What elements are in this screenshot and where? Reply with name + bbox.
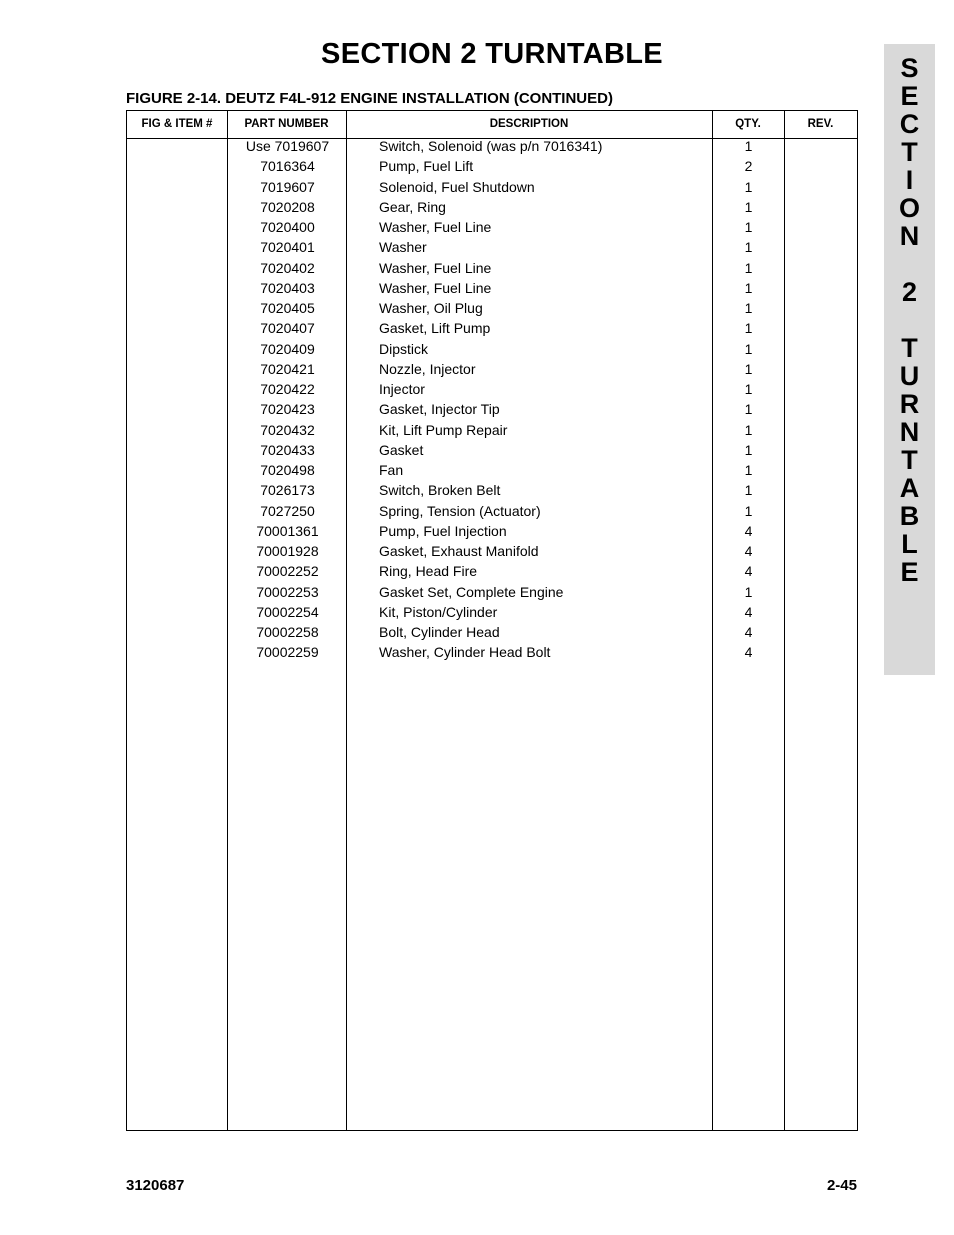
qty-cell: 1 [744, 320, 753, 337]
part-number-cell: 70002259 [256, 644, 319, 661]
table-row [127, 341, 857, 361]
qty-cell: 4 [744, 644, 753, 661]
description-cell: Washer, Fuel Line [379, 259, 492, 276]
table-row [127, 584, 857, 604]
qty-cell: 1 [744, 441, 753, 458]
description-cell: Kit, Piston/Cylinder [379, 603, 498, 620]
description-cell: Gasket, Lift Pump [379, 320, 491, 337]
qty-cell: 1 [744, 259, 753, 276]
section-tab-label [884, 54, 935, 586]
part-number-cell: 7020400 [260, 219, 315, 235]
qty-cell: 2 [744, 158, 753, 175]
part-number-cell: 70002252 [256, 563, 319, 580]
description-cell: Washer [379, 239, 427, 256]
qty-cell: 4 [744, 543, 753, 559]
part-number-cell: 7020409 [260, 340, 315, 357]
table-row [127, 523, 857, 543]
part-number-cell: 70001928 [256, 543, 319, 559]
description-cell: Washer, Oil Plug [379, 300, 483, 316]
section-tab-letter: T [901, 333, 918, 363]
table-row [127, 401, 857, 421]
table-row [127, 138, 857, 158]
description-cell: Washer, Cylinder Head Bolt [379, 644, 551, 661]
qty-cell: 1 [744, 198, 753, 215]
qty-cell: 4 [744, 563, 753, 580]
description-cell: Pump, Fuel Lift [379, 158, 474, 175]
parts-table [126, 110, 858, 1131]
table-row [127, 320, 857, 340]
section-title: SECTION 2 TURNTABLE [321, 38, 663, 70]
header-qty: QTY. [735, 118, 761, 130]
table-row [127, 442, 857, 462]
description-cell: Nozzle, Injector [379, 360, 476, 377]
part-number-cell: 7020401 [260, 239, 315, 256]
section-tab-letter: C [899, 109, 920, 139]
part-number-cell: 70002253 [256, 583, 319, 600]
description-cell: Gasket, Injector Tip [379, 401, 500, 418]
header-description: DESCRIPTION [489, 118, 569, 130]
description-cell: Ring, Head Fire [379, 563, 478, 580]
document-number: 3120687 [126, 1177, 185, 1194]
part-number-cell: 70001361 [256, 522, 319, 539]
description-cell: Pump, Fuel Injection [379, 522, 507, 539]
table-row [127, 422, 857, 442]
part-number-cell: 7020403 [260, 279, 315, 296]
qty-cell: 1 [744, 421, 753, 438]
qty-cell: 1 [744, 219, 753, 235]
table-row [127, 644, 857, 664]
part-number-cell: 7020421 [260, 360, 315, 377]
description-cell: Injector [379, 381, 425, 397]
table-row [127, 239, 857, 259]
description-cell: Spring, Tension (Actuator) [379, 502, 541, 519]
part-number-cell: 7020402 [260, 259, 315, 276]
table-row [127, 260, 857, 280]
description-cell: Gear, Ring [379, 198, 446, 215]
table-row [127, 604, 857, 624]
table-row [127, 158, 857, 178]
table-header [127, 111, 857, 139]
table-row [127, 179, 857, 199]
description-cell: Switch, Broken Belt [379, 482, 501, 499]
qty-cell: 1 [744, 360, 753, 377]
section-tab-letter: E [900, 81, 919, 111]
part-number-cell: 7020208 [260, 198, 315, 215]
table-row [127, 503, 857, 523]
section-tab-letter: T [901, 137, 918, 167]
header-fig-item: FIG & ITEM # [141, 118, 213, 130]
description-cell: Bolt, Cylinder Head [379, 624, 500, 640]
qty-cell: 1 [744, 239, 753, 256]
section-tab-letter: R [899, 389, 920, 419]
qty-cell: 1 [744, 502, 753, 519]
qty-cell: 1 [744, 583, 753, 600]
qty-cell: 1 [744, 138, 753, 154]
section-tab-letter: N [899, 417, 920, 447]
qty-cell: 1 [744, 340, 753, 357]
section-tab-letter: A [899, 473, 920, 503]
qty-cell: 4 [744, 522, 753, 539]
section-tab-letter: T [901, 445, 918, 475]
section-tab-letter: E [900, 557, 919, 587]
part-number-cell: 7020432 [260, 421, 315, 438]
section-tab-letter: L [901, 529, 918, 559]
description-cell: Dipstick [379, 340, 429, 357]
section-tab-letter: S [900, 53, 919, 83]
part-number-cell: Use 7019607 [245, 138, 330, 154]
description-cell: Switch, Solenoid (was p/n 7016341) [379, 138, 603, 154]
qty-cell: 1 [744, 178, 753, 195]
table-row [127, 280, 857, 300]
part-number-cell: 7026173 [260, 482, 315, 499]
part-number-cell: 70002258 [256, 624, 319, 640]
qty-cell: 1 [744, 482, 753, 499]
description-cell: Kit, Lift Pump Repair [379, 421, 508, 438]
table-row [127, 199, 857, 219]
part-number-cell: 7020422 [260, 381, 315, 397]
part-number-cell: 7016364 [260, 158, 315, 175]
section-tab-letter: I [905, 165, 914, 195]
header-part-number: PART NUMBER [244, 118, 329, 130]
qty-cell: 1 [744, 401, 753, 418]
description-cell: Gasket, Exhaust Manifold [379, 543, 539, 559]
part-number-cell: 7027250 [260, 502, 315, 519]
description-cell: Washer, Fuel Line [379, 279, 492, 296]
section-tab-letter: U [899, 361, 920, 391]
table-row [127, 543, 857, 563]
section-tab-letter: N [899, 221, 920, 251]
qty-cell: 1 [744, 300, 753, 316]
description-cell: Gasket Set, Complete Engine [379, 583, 564, 600]
table-row [127, 300, 857, 320]
qty-cell: 4 [744, 624, 753, 640]
table-row [127, 482, 857, 502]
part-number-cell: 7020433 [260, 441, 315, 458]
qty-cell: 1 [744, 381, 753, 397]
part-number-cell: 7020423 [260, 401, 315, 418]
qty-cell: 1 [744, 462, 753, 478]
table-row [127, 563, 857, 583]
table-row [127, 624, 857, 644]
header-rev: REV. [807, 118, 834, 130]
table-row [127, 361, 857, 381]
qty-cell: 1 [744, 279, 753, 296]
part-number-cell: 7019607 [260, 178, 315, 195]
page-number: 2-45 [826, 1177, 857, 1194]
description-cell: Washer, Fuel Line [379, 219, 492, 235]
part-number-cell: 7020498 [260, 462, 315, 478]
table-body [127, 138, 857, 665]
section-tab-letter: O [898, 193, 920, 223]
qty-cell: 4 [744, 603, 753, 620]
part-number-cell: 7020405 [260, 300, 315, 316]
section-tab [884, 44, 935, 675]
section-tab-letter: 2 [901, 277, 918, 307]
table-row [127, 219, 857, 239]
description-cell: Fan [379, 462, 404, 478]
part-number-cell: 70002254 [256, 603, 319, 620]
description-cell: Solenoid, Fuel Shutdown [379, 178, 535, 195]
figure-title: FIGURE 2-14. DEUTZ F4L-912 ENGINE INSTALLATION (CONTINUED) [126, 90, 613, 107]
table-row [127, 462, 857, 482]
description-cell: Gasket [379, 441, 424, 458]
part-number-cell: 7020407 [260, 320, 315, 337]
section-tab-letter: B [899, 501, 920, 531]
table-row [127, 381, 857, 401]
